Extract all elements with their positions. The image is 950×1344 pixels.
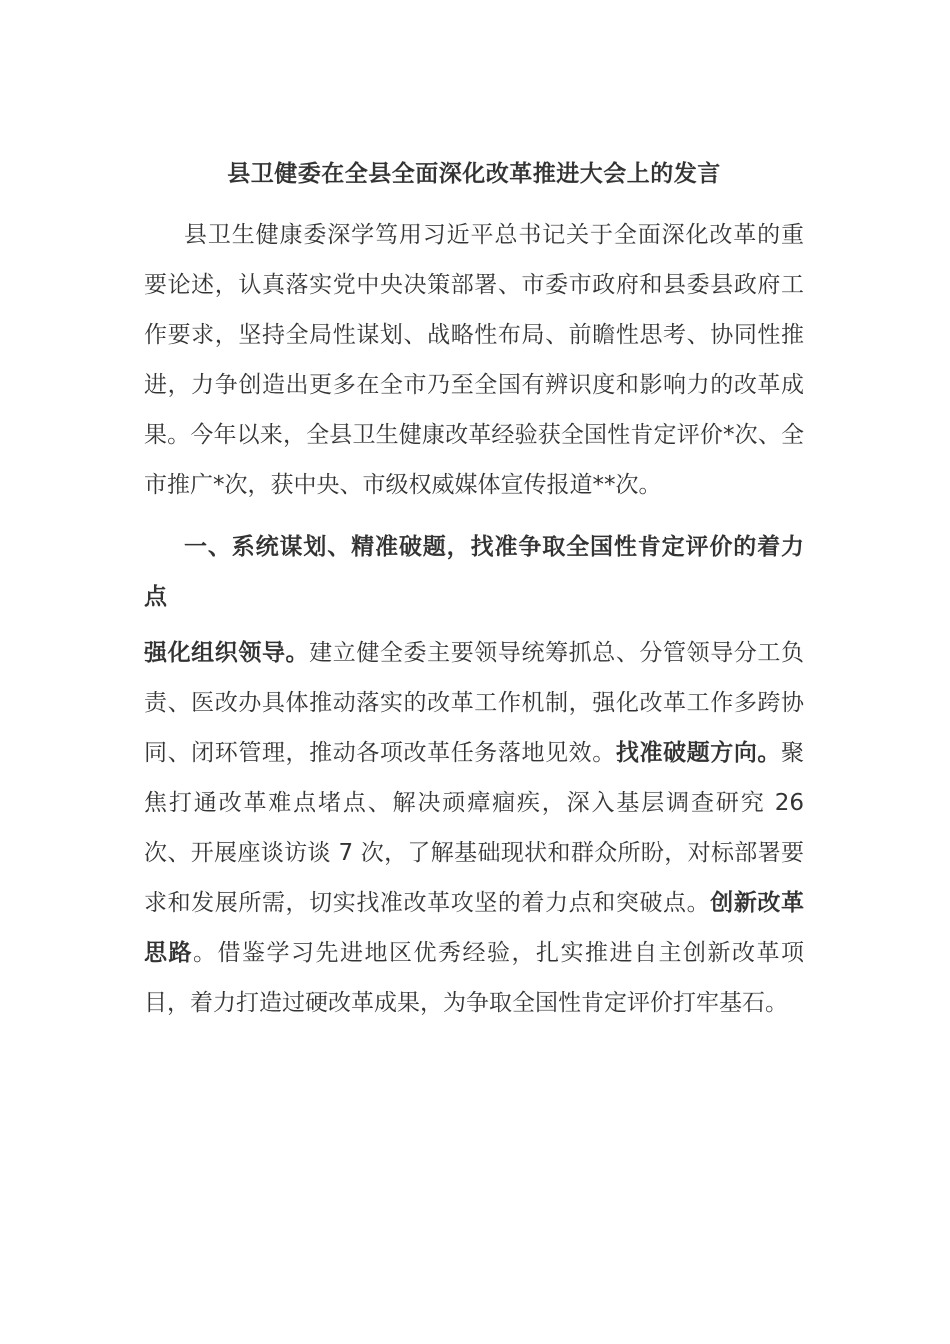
item-lead-organization: 强化组织领导。 — [144, 640, 310, 666]
item-text-innovation: 。借鉴学习先进地区优秀经验，扎实推进自主创新改革项目，着力打造过硬改革成果，为争取全国性肯定评价打牢基石。 — [144, 940, 804, 1016]
section-heading — [144, 522, 804, 622]
document-title: 县卫健委在全县全面深化改革推进大会上的发言 — [227, 161, 721, 187]
section-heading-text: 系统谋划、精准破题，找准争取全国性肯定评价的着力点 — [144, 534, 805, 610]
document-content — [144, 152, 804, 1028]
item-text-direction: 聚焦打通改革难点堵点、解决顽瘴痼疾，深入基层调查研究 26 次、开展座谈访谈 7 次，了解基础现状和群众所盼，对标部署要求和发展所需，切实找准改革攻坚的着力点和突破点。 — [144, 740, 805, 916]
item-lead-innovation: 创新改革思路 — [144, 890, 805, 966]
intro-paragraph: 县卫生健康委深学笃用习近平总书记关于全面深化改革的重要论述，认真落实党中央决策部署、市委市政府和县委县政府工作要求，坚持全局性谋划、战略性布局、前瞻性思考、协同性推进，力争创造出更多在全市乃至全国有辨识度和影响力的改革成果。今年以来，全县卫生健康改革经验获全国性肯定评价*次、全市推广*次，获中央、市级权威媒体宣传报道**次。 — [144, 222, 804, 498]
item-text-organization: 建立健全委主要领导统筹抓总、分管领导分工负责、医改办具体推动落实的改革工作机制，强化改革工作多跨协同、闭环管理，推动各项改革任务落地见效。 — [144, 640, 805, 766]
item-lead-direction: 找准破题方向。 — [615, 740, 782, 766]
section-body-paragraph — [144, 628, 804, 1028]
section-heading-number: 一、 — [184, 534, 232, 560]
